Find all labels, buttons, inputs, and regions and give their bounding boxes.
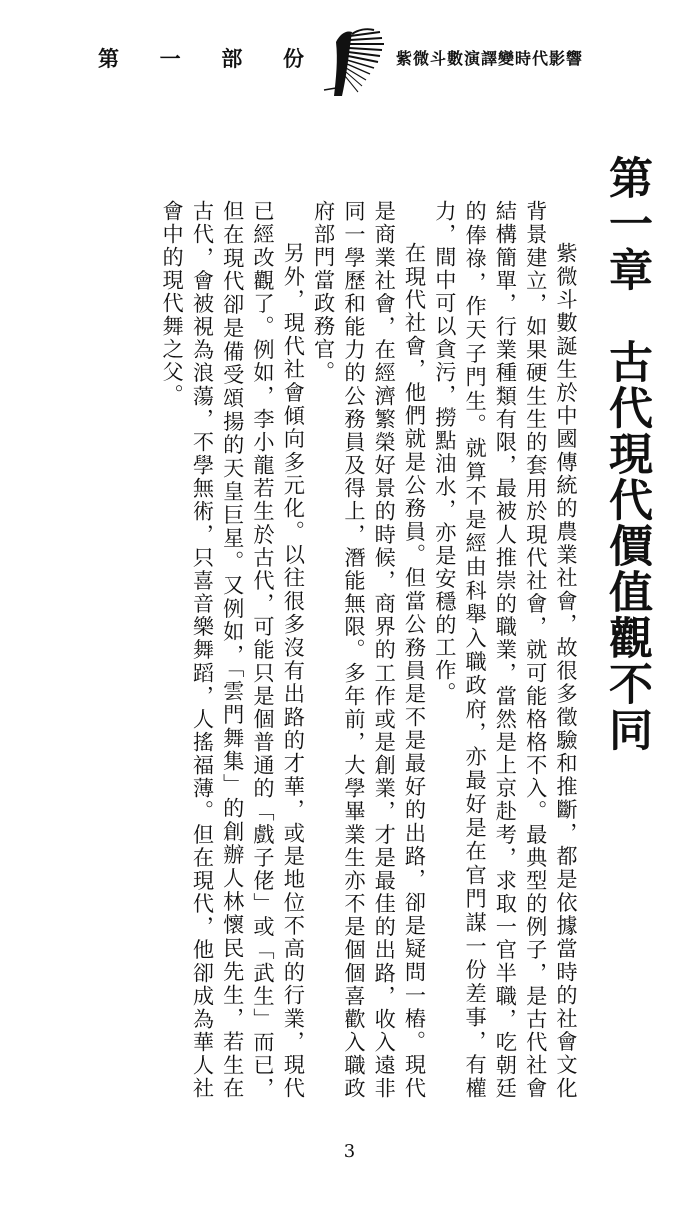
running-header-book-title: 紫微斗數演譯變時代影響 [396,49,584,68]
part-char-1: 第 [98,47,119,71]
paragraph-3: 另外，現代社會傾向多元化。以往很多沒有出路的才華，或是地位不高的行業，現代已經改觀了。例如，李小龍若生於古代，可能只是個普通的「戲子佬」或「武生」而已，但在現代卻是備受頌揚的天皇巨星。又例如，「雲門舞集」的創辦人林懷民先生，若生在古代，會被視為浪蕩，不學無術，只喜音樂舞蹈，人搖福薄。但在現代，他卻成為華人社會中的現代舞之父。 [160,200,307,1100]
part-char-4: 份 [282,47,304,71]
chapter-title: 第一章 古代現代價值觀不同 [601,155,652,753]
part-char-2: 一 [159,47,181,71]
page-number: 3 [343,1141,356,1162]
part-char-3: 部 [221,47,243,71]
paragraph-2: 在現代社會，他們就是公務員。但當公務員是不是最好的出路，卻是疑問一樁。現代是商業社會，在經濟繁榮好景的時候，商界的工作或是創業，才是最佳的出路，收入遠非同一學歷和能力的公務員及得上，潛能無限。多年前，大學畢業生亦不是個個喜歡入職政府部門當政務官。 [311,200,428,1100]
body-text [157,200,581,1100]
paragraph-1: 紫微斗數誕生於中國傳統的農業社會，故很多徵驗和推斷，都是依據當時的社會文化背景建立，如果硬生生的套用於現代社會，就可能格格不入。最典型的例子，是古代社會結構簡單，行業種類有限，最被人推崇的職業，當然是上京赴考，求取一官半職，吃朝廷的俸祿，作天子門生。就算不是經由科舉入職政府，亦最好是在官門謀一份差事，有權力，間中可以貪污，撈點油水，亦是安穩的工作。 [432,200,579,1100]
feather-quill-icon [322,28,386,100]
running-header-part [98,44,304,74]
